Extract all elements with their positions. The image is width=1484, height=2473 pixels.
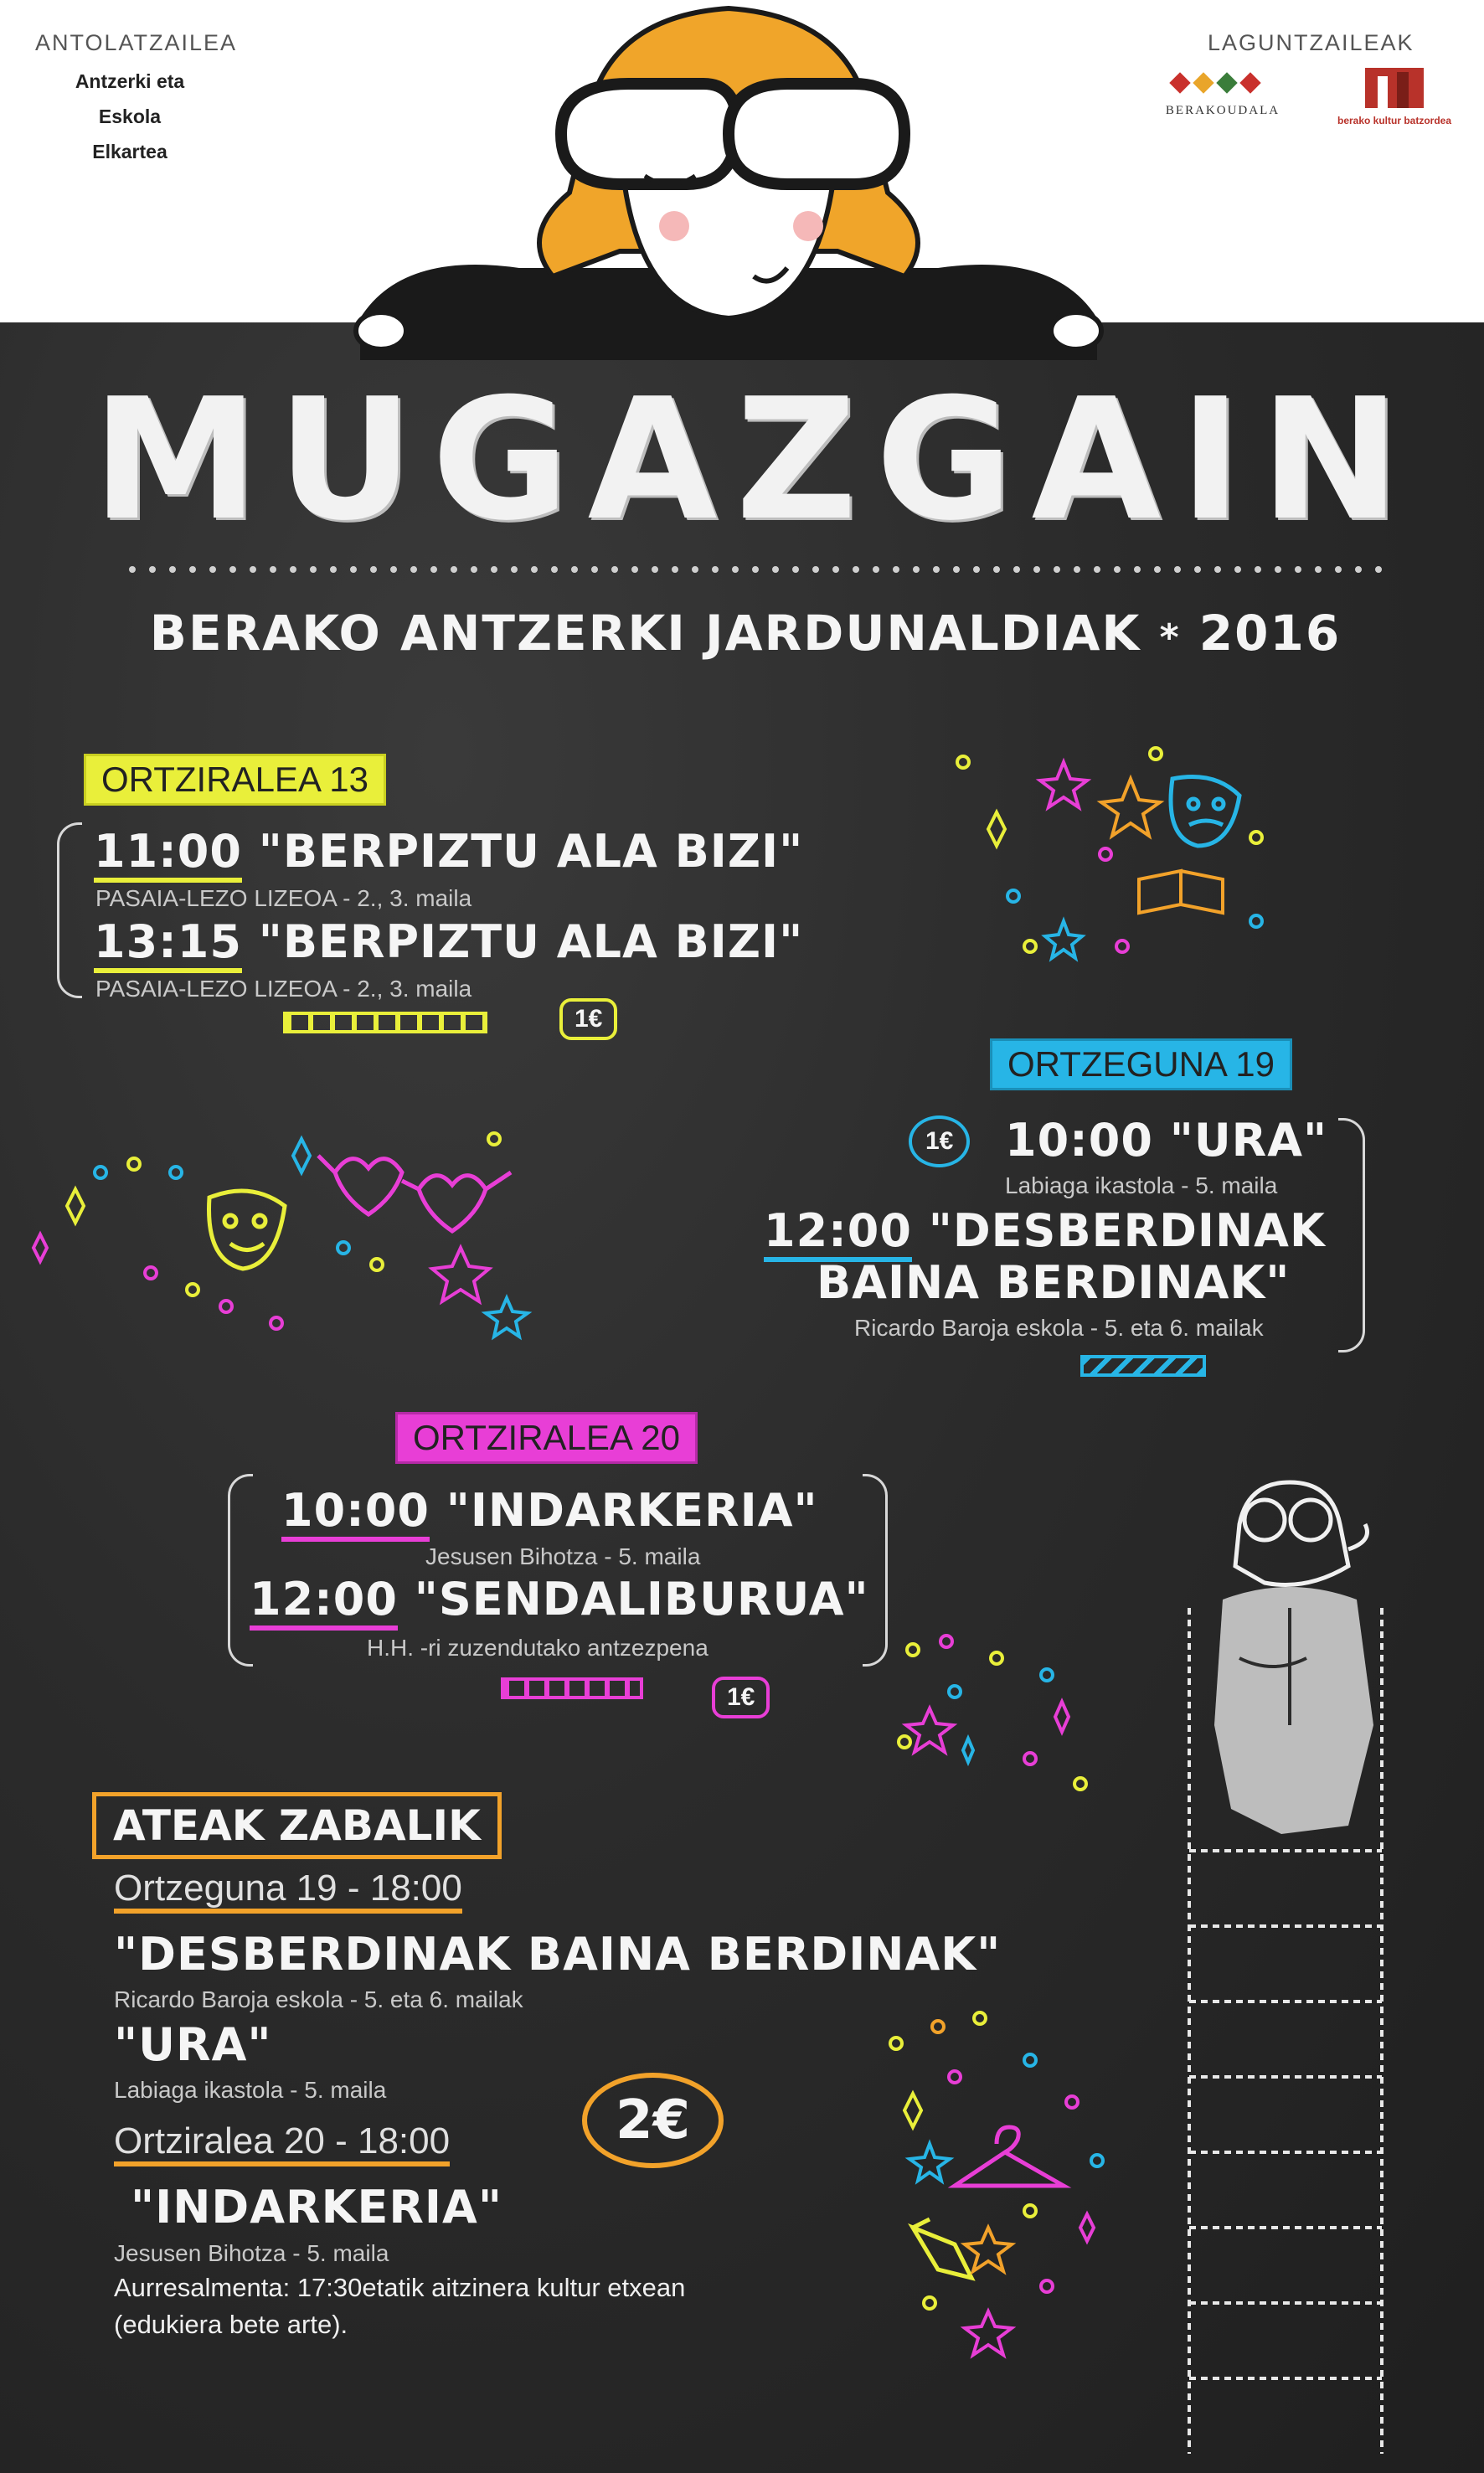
dotted-divider [126, 563, 1390, 576]
day1-show1-time: 11:00 [94, 825, 242, 883]
character-on-ladder [1156, 1474, 1407, 2462]
open-show-3: "INDARKERIA" [131, 2181, 502, 2233]
subtitle [92, 605, 1399, 662]
subtitle-star: * [1159, 616, 1181, 659]
organizer-name-line-2: Eskola Elkartea [92, 106, 167, 162]
day1-show2 [94, 915, 803, 968]
sponsor-1-text: BERAKOUDALA [1165, 104, 1280, 117]
presale-note-line-2: (edukiera bete arte). [114, 2310, 348, 2339]
day1-deco-bar [283, 1012, 487, 1033]
day2-show2-time: 12:00 [764, 1204, 912, 1262]
day1-price: 1€ [559, 998, 617, 1040]
day1-show1-detail: PASAIA-LEZO LIZEOA - 2., 3. maila [95, 885, 472, 911]
open-detail-2: Labiaga ikastola - 5. maila [114, 2077, 387, 2103]
day2-show2 [764, 1204, 1326, 1257]
open-date-2 [114, 2120, 450, 2162]
day1-show2-time: 13:15 [94, 915, 242, 973]
day1-show1-title: "BERPIZTU ALA BIZI" [258, 825, 804, 878]
open-doors-label: ATEAK ZABALIK [92, 1792, 502, 1859]
day3-brace-left [228, 1474, 253, 1667]
hanger-icon [955, 2127, 1064, 2186]
day3-show2-detail: H.H. -ri zuzendutako antzezpena [367, 1635, 709, 1661]
day2-show2-detail: Ricardo Baroja eskola - 5. eta 6. mailak [854, 1315, 1264, 1341]
star-icon [965, 2228, 1012, 2271]
open-price: 2€ [582, 2073, 724, 2168]
day2-show2-title: "DESBERDINAK [928, 1204, 1326, 1257]
doodle-cluster-1 [938, 737, 1273, 988]
book-icon [1139, 871, 1223, 913]
main-title: MUGAZGAIN [92, 363, 1420, 558]
mascot-pilot-character [352, 0, 1105, 360]
open-date-1 [114, 1868, 462, 1909]
day2-deco-bar [1080, 1355, 1206, 1377]
organizer-label: ANTOLATZAILEA [35, 30, 238, 55]
day1-show2-detail: PASAIA-LEZO LIZEOA - 2., 3. maila [95, 976, 472, 1002]
day1-show2-title: "BERPIZTU ALA BIZI" [258, 915, 804, 968]
day2-price: 1€ [909, 1115, 970, 1167]
theatre-mask-icon [209, 1191, 286, 1269]
organizer-name-line-1: Antzerki eta [75, 70, 185, 92]
day2-label: ORTZEGUNA 19 [990, 1038, 1292, 1090]
subtitle-text: BERAKO ANTZERKI JARDUNALDIAK [149, 605, 1141, 662]
open-date-2-text: Ortziralea 20 - 18:00 [114, 2120, 450, 2166]
doodle-cluster-4 [879, 2010, 1122, 2362]
presale-note [114, 2269, 868, 2343]
open-show-1: "DESBERDINAK BAINA BERDINAK" [114, 1928, 1002, 1981]
day1-label: ORTZIRALEA 13 [84, 754, 386, 806]
presale-note-line-1: Aurresalmenta: 17:30etatik aitzinera kultur etxean [114, 2273, 686, 2302]
open-date-1-text: Ortzeguna 19 - 18:00 [114, 1868, 462, 1914]
theatre-mask-icon [1171, 777, 1239, 847]
doodle-cluster-2 [25, 1122, 544, 1357]
day3-show2-time: 12:00 [250, 1573, 398, 1631]
day3-show1 [281, 1484, 818, 1537]
kultur-batzordea-logo [1332, 64, 1457, 131]
doodle-cluster-3 [879, 1625, 1114, 1809]
sponsor-2-text: berako kultur batzordea [1337, 115, 1452, 126]
day1-show1 [94, 825, 803, 878]
organizer-name [59, 64, 201, 169]
day3-show1-detail: Jesusen Bihotza - 5. maila [425, 1543, 701, 1569]
subtitle-year: 2016 [1198, 605, 1342, 662]
day2-show1 [1005, 1114, 1327, 1167]
day3-deco-bar [501, 1677, 643, 1699]
star-icon [1101, 779, 1160, 836]
day3-show1-title: "INDARKERIA" [446, 1484, 818, 1537]
open-detail-3: Jesusen Bihotza - 5. maila [114, 2240, 389, 2266]
day3-show2-title: "SENDALIBURUA" [414, 1573, 869, 1625]
berako-udala-logo [1156, 67, 1290, 126]
day2-show2-title-line2: BAINA BERDINAK" [817, 1256, 1291, 1309]
day2-brace [1338, 1118, 1365, 1352]
day3-label: ORTZIRALEA 20 [395, 1412, 698, 1464]
pencil-icon [913, 2219, 971, 2278]
sponsors-label: LAGUNTZAILEAK [1208, 30, 1414, 55]
open-show-2: "URA" [114, 2018, 272, 2071]
open-detail-1: Ricardo Baroja eskola - 5. eta 6. mailak [114, 1986, 523, 2012]
day2-show1-title: "URA" [1169, 1114, 1328, 1167]
day3-show2 [250, 1573, 869, 1625]
day2-show1-detail: Labiaga ikastola - 5. maila [1005, 1172, 1278, 1198]
heart-glasses-icon [318, 1156, 511, 1231]
day3-show1-time: 10:00 [281, 1484, 430, 1542]
star-icon [432, 1248, 489, 1301]
day1-brace [57, 822, 82, 998]
day3-price: 1€ [712, 1677, 770, 1718]
day2-show1-time: 10:00 [1005, 1114, 1153, 1167]
